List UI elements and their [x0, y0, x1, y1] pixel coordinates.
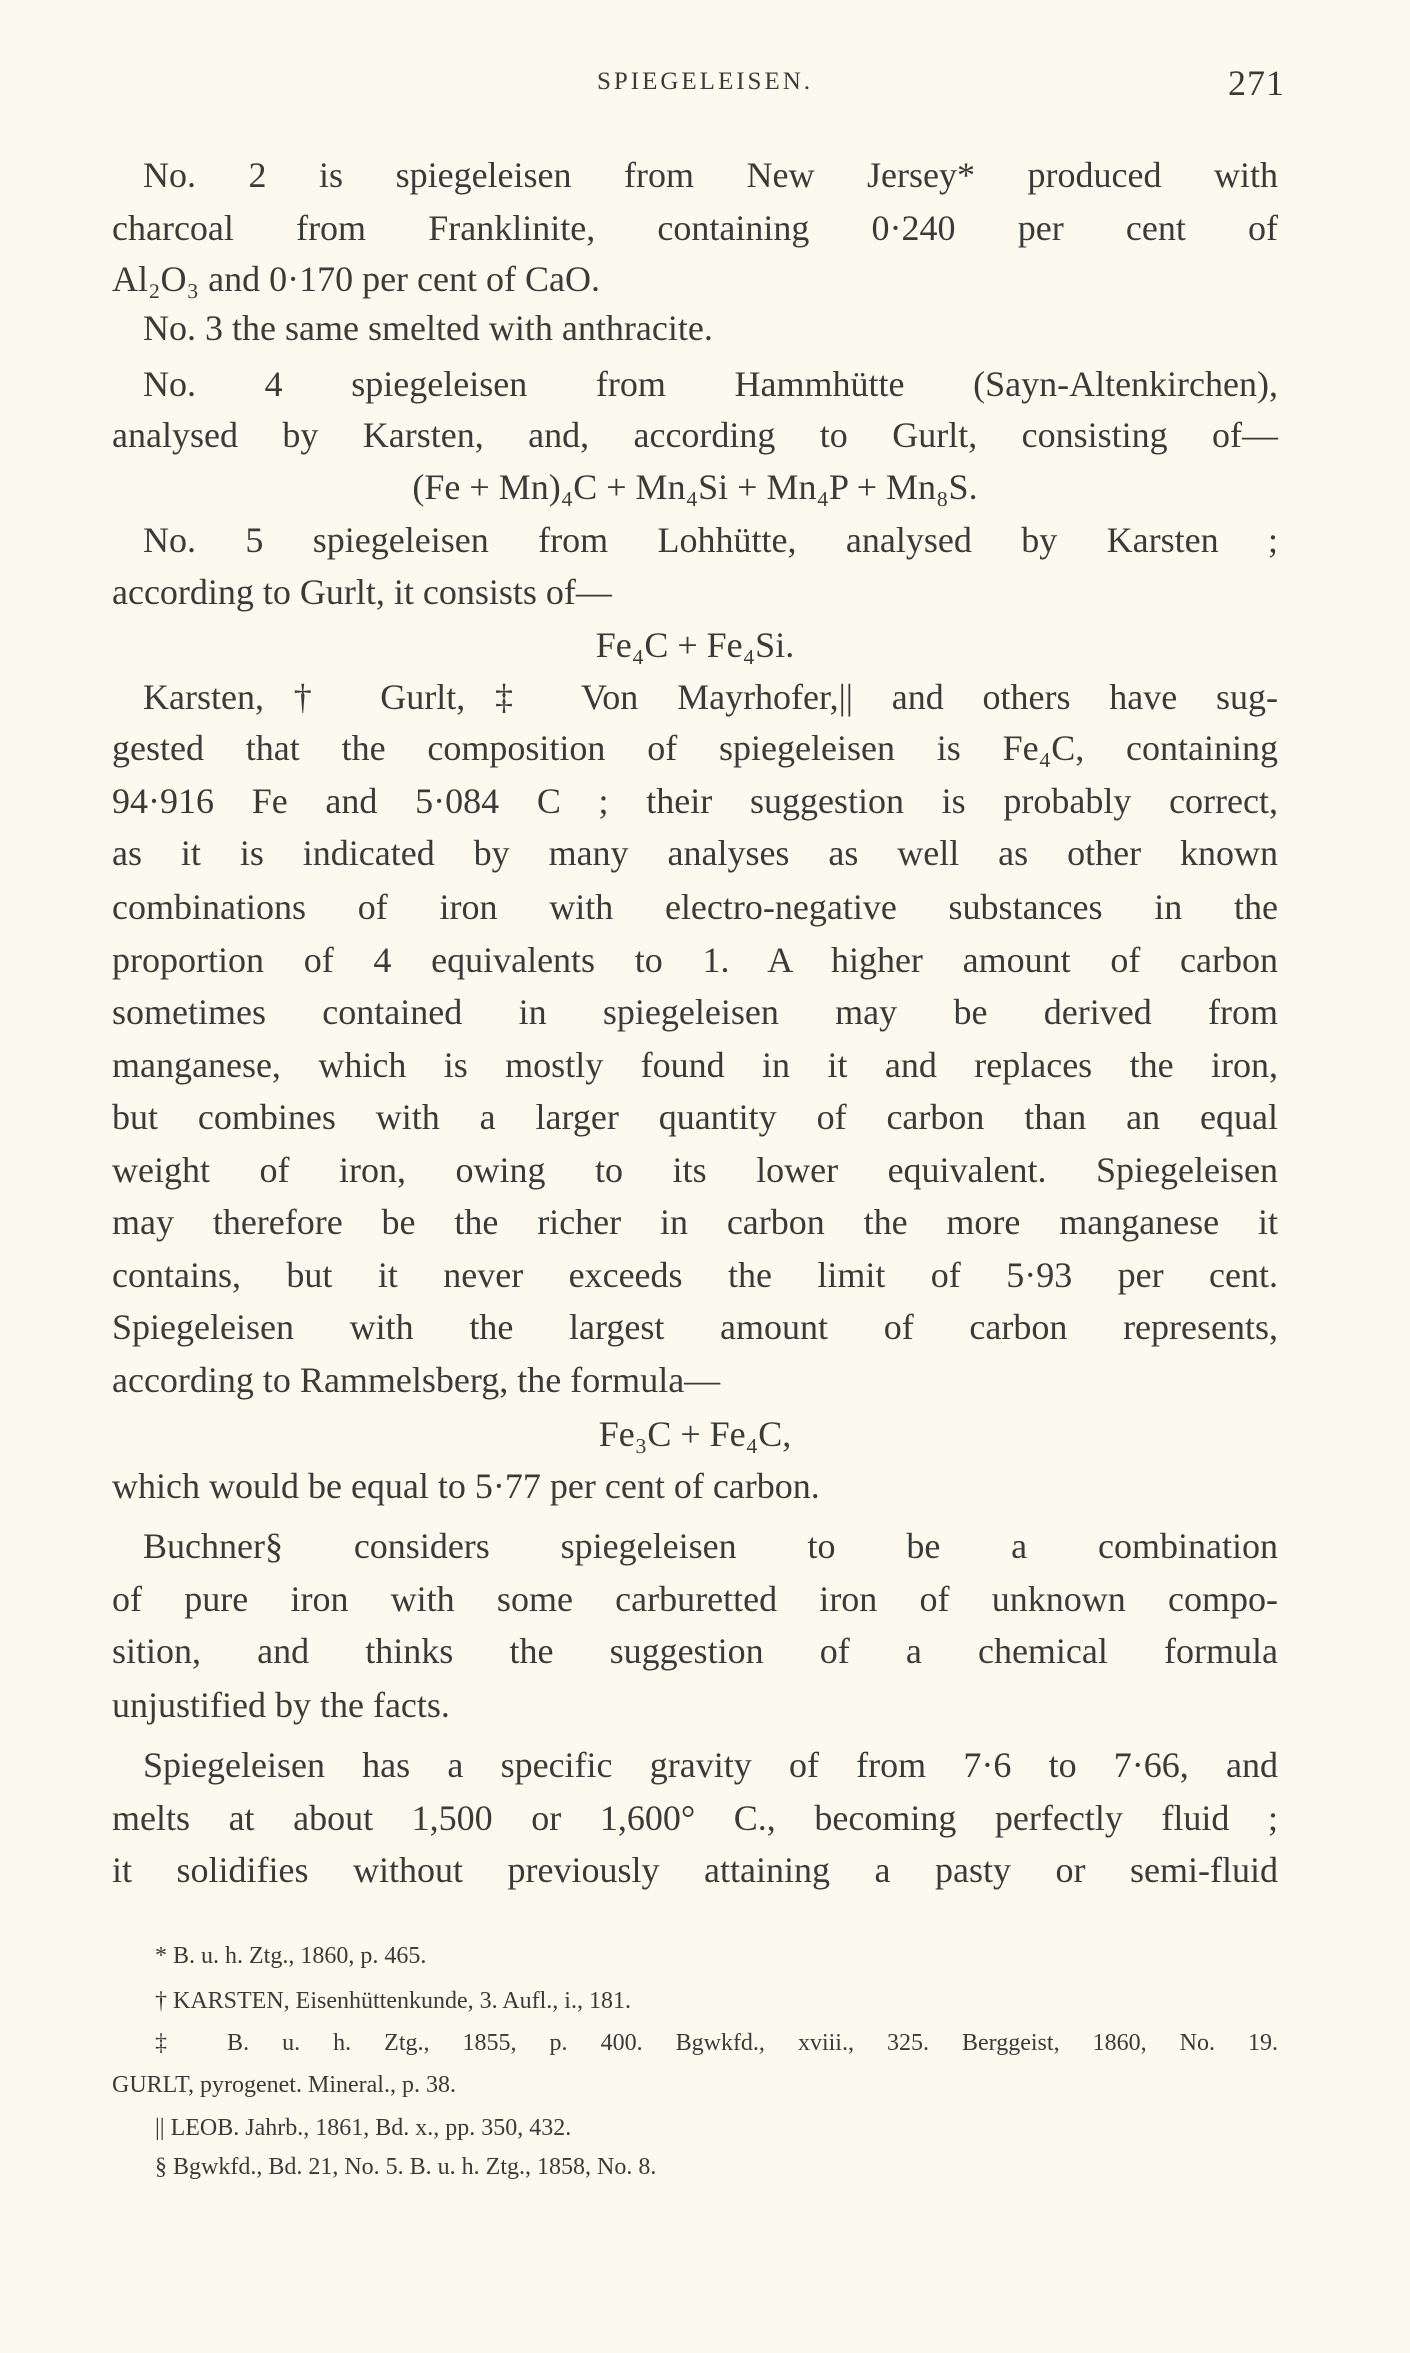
footnote: † KARSTEN, Eisenhüttenkunde, 3. Aufl., i., 181.: [155, 1988, 631, 2014]
text-line: combinations of iron with electro-negative substances in the: [112, 887, 1278, 927]
text-line: (Fe + Mn)₄C + Mn₄Si + Mn₄P + Mn₈S.: [412, 467, 978, 507]
text-line: No. 2 is spiegeleisen from New Jersey* produced with: [143, 155, 1278, 195]
footnote: ‡ B. u. h. Ztg., 1855, p. 400. Bgwkfd., xviii., 325. Berggeist, 1860, No. 19.: [155, 2030, 1278, 2056]
footnote: § Bgwkfd., Bd. 21, No. 5. B. u. h. Ztg., 1858, No. 8.: [155, 2154, 657, 2180]
text-line: No. 5 spiegeleisen from Lohhütte, analysed by Karsten ;: [143, 520, 1278, 560]
text-line: contains, but it never exceeds the limit of 5·93 per cent.: [112, 1255, 1278, 1295]
text-line: melts at about 1,500 or 1,600° C., becoming perfectly fluid ;: [112, 1798, 1278, 1838]
text-line: 94·916 Fe and 5·084 C ; their suggestion is probably correct,: [112, 781, 1278, 821]
footnote: GURLT, pyrogenet. Mineral., p. 38.: [112, 2072, 456, 2098]
text-line: sometimes contained in spiegeleisen may be derived from: [112, 992, 1278, 1032]
text-line: but combines with a larger quantity of carbon than an equal: [112, 1097, 1278, 1137]
text-line: charcoal from Franklinite, containing 0·240 per cent of: [112, 208, 1278, 248]
footnote: * B. u. h. Ztg., 1860, p. 465.: [155, 1943, 427, 1969]
text-line: gested that the composition of spiegeleisen is Fe₄C, containing: [112, 728, 1278, 768]
text-line: manganese, which is mostly found in it and replaces the iron,: [112, 1045, 1278, 1085]
text-line: it solidifies without previously attaining a pasty or semi-fluid: [112, 1850, 1278, 1890]
text-line: Al₂O₃ and 0·170 per cent of CaO.: [112, 259, 600, 299]
text-line: weight of iron, owing to its lower equivalent. Spiegeleisen: [112, 1150, 1278, 1190]
running-title: SPIEGELEISEN.: [596, 68, 814, 95]
text-line: No. 4 spiegeleisen from Hammhütte (Sayn-Altenkirchen),: [143, 364, 1278, 404]
text-line: according to Gurlt, it consists of—: [112, 572, 612, 612]
text-line: sition, and thinks the suggestion of a chemical formula: [112, 1631, 1278, 1671]
text-line: Buchner§ considers spiegeleisen to be a combination: [143, 1526, 1278, 1566]
text-line: No. 3 the same smelted with anthracite.: [143, 308, 713, 348]
page-number: 271: [1228, 63, 1285, 103]
text-line: analysed by Karsten, and, according to Gurlt, consisting of—: [112, 415, 1278, 455]
text-line: as it is indicated by many analyses as well as other known: [112, 833, 1278, 873]
text-line: Karsten,† Gurlt,‡ Von Mayrhofer,|| and others have sug-: [143, 677, 1278, 717]
text-line: proportion of 4 equivalents to 1. A higher amount of carbon: [112, 940, 1278, 980]
text-line: unjustified by the facts.: [112, 1685, 450, 1725]
text-line: may therefore be the richer in carbon the more manganese it: [112, 1202, 1278, 1242]
text-line: Fe₃C + Fe₄C,: [598, 1414, 792, 1454]
text-line: Fe₄C + Fe₄Si.: [595, 625, 795, 665]
text-line: of pure iron with some carburetted iron of unknown compo-: [112, 1579, 1278, 1619]
text-line: which would be equal to 5·77 per cent of carbon.: [112, 1466, 820, 1506]
text-line: Spiegeleisen has a specific gravity of from 7·6 to 7·66, and: [143, 1745, 1278, 1785]
text-line: Spiegeleisen with the largest amount of carbon represents,: [112, 1307, 1278, 1347]
text-line: according to Rammelsberg, the formula—: [112, 1360, 721, 1400]
footnote: || LEOB. Jahrb., 1861, Bd. x., pp. 350, 432.: [155, 2115, 572, 2141]
